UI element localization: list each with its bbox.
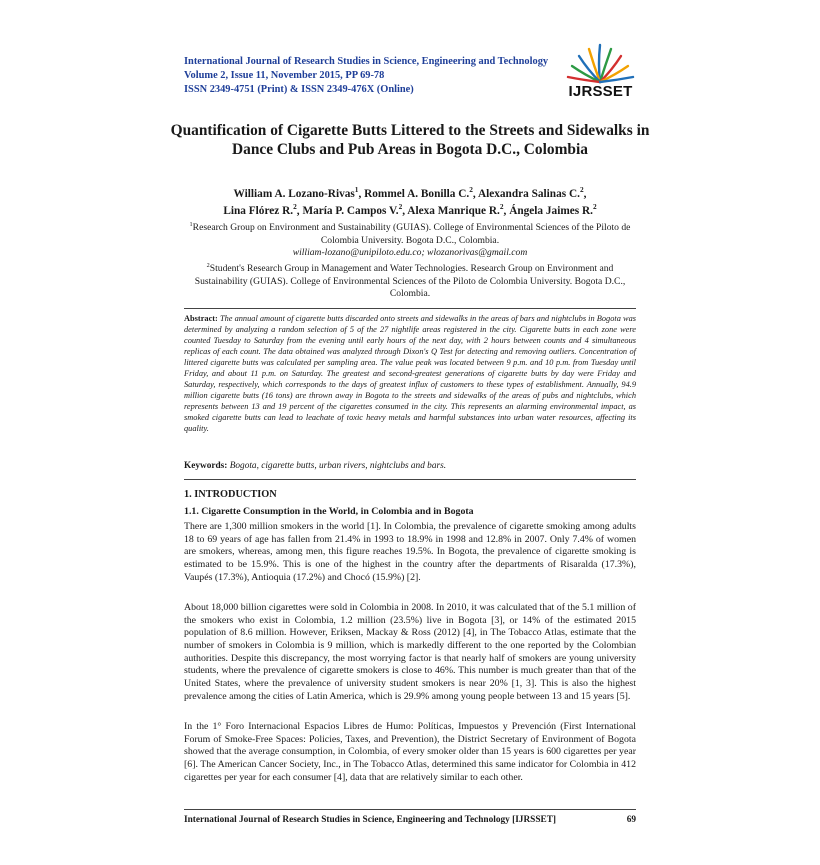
abstract-text: The annual amount of cigarette butts discarded onto streets and sidewalks in the areas of bars and nightclubs in Bogota was determined by analyzing a random selection of 5 of the 27 nightlife areas registered in the city. Cigarette butts in each zone were counted Tuesday to Saturday from the evening until early hours of the next day, with 2 hours between counts and 4 simultaneous replicas of each count. The data obtained was analyzed through Dixon's Q Test for detecting and removing outliers. Concentration of littered cigarette butts was calculated per sampling area. The value peak was located between 9 p.m. and 10 p.m. from Tuesday until Friday, and about 11 p.m. on Saturday. The greatest and second-greatest generations of cigarette butts by day were Friday and Saturday, respectively, which corresponds to the days of greatest influx of customers to these types of establishment. Annually, 94.9 million cigarette butts (16 tons) are thrown away in Bogota to the streets and sidewalks of the areas of pubs and nightclubs, which represents between 13 and 19 percent of the cigarettes consumed in the city. This represents an alarming environmental impact, as smoked cigarette butts can lead to leachate of toxic heavy metals and harmful substances into urban water resources, affecting its quality. bbox=[184, 314, 636, 433]
abstract-label: Abstract: bbox=[184, 314, 218, 323]
author-name: William A. Lozano-Rivas bbox=[233, 188, 355, 200]
body-paragraph: In the 1° Foro Internacional Espacios Libres de Humo: Políticas, Impuestos y Prevención (First International Forum of Smoke-Free Spaces: Policies, Taxes, and Prevention), the District Secretary of Environment of Bogota showed that the average consumption, in Colombia, of every smoker older than 15 years is 600 cigarettes per year [6]. The American Cancer Society, Inc., in The Tobacco Atlas, determined this same indicator for Colombia in 412 cigarettes per year for each consumer [4], data that are relatively similar to each other. bbox=[184, 721, 636, 783]
author-name: Alexandra Salinas C. bbox=[477, 188, 580, 200]
author-email: william-lozano@unipiloto.edu.co; wlozanorivas@gmail.com bbox=[292, 247, 528, 259]
body-paragraph: There are 1,300 million smokers in the world [1]. In Colombia, the prevalence of cigarette smoking among adults 18 to 69 years of age has fallen from 21.4% in 1993 to 18.9% in 1998 and 12.8% in 2007. Only 7.4% of women are smokers, whereas, among men, this figure reaches 19.5%. In Bogota, the prevalence of cigarette smoking is estimated to be 15.9%. This is one of the highest in the country after the departments of Risaralda (17.3%), Vaupés (17.3%), Antioquia (17.2%) and Chocó (15.9%) [2]. bbox=[184, 521, 636, 583]
paper-title: Quantification of Cigarette Butts Littered to the Streets and Sidewalks in Dance Clubs and Pub Areas in Bogota D.C., Colombia bbox=[170, 122, 650, 158]
author-affiliation-mark: 2 bbox=[469, 185, 473, 195]
affiliation-text: Student's Research Group in Management and Water Technologies. Research Group on Environment and Sustainability (GUIAS). College of Environmental Sciences of the Piloto de Colombia University. Bogota D.C., Colombia. bbox=[194, 263, 626, 300]
keywords-block bbox=[184, 460, 636, 472]
author-name: Lina Flórez R. bbox=[223, 204, 294, 217]
section-heading: 1. INTRODUCTION bbox=[184, 489, 277, 500]
author-name: Alexa Manrique R. bbox=[407, 204, 500, 217]
body-paragraph: About 18,000 billion cigarettes were sold in Colombia in 2008. In 2010, it was calculated that of the 5.1 million of the smokers who exist in Colombia, 1.2 million (23.5%) live in Bogota [3], or 14% of the estimated 2015 population of 8.6 million. However, Eriksen, Mackay & Ross (2012) [4], in The Tobacco Atlas, estimate that the number of smokers in Colombia is 9 million, which is markedly different to the one reported by the Colombian authorities. Despite this discrepancy, the most worrying factor is that nearly half of smokers are young university students, where the prevalence of cigarette smokers is close to 46%. This number is much greater than that of the United States, where the prevalence of university student smokers is near 20% [1, 3]. This is also the highest prevalence among the cities of Latin America, which is 29.9% among young people between 13 and 15 years [5]. bbox=[184, 602, 636, 702]
author-name: Rommel A. Bonilla C. bbox=[364, 188, 470, 200]
abstract-block bbox=[184, 314, 636, 434]
keywords-text: Bogota, cigarette butts, urban rivers, nightclubs and bars. bbox=[229, 461, 447, 471]
author-name: Ángela Jaimes R. bbox=[509, 204, 593, 217]
logo-text: IJRSSET bbox=[568, 83, 633, 100]
journal-logo bbox=[563, 42, 638, 100]
author-affiliation-mark: 2 bbox=[499, 201, 504, 211]
journal-issn: ISSN 2349-4751 (Print) & ISSN 2349-476X (Online) bbox=[184, 84, 414, 96]
author-affiliation-mark: 1 bbox=[354, 185, 359, 195]
affiliation-text: Research Group on Environment and Sustainability (GUIAS). College of Environmental Sciences of the Piloto de Colombia University. Bogota D.C., Colombia. bbox=[192, 222, 631, 246]
subsection-heading: 1.1. Cigarette Consumption in the World, in Colombia and in Bogota bbox=[184, 506, 474, 517]
footer-journal: International Journal of Research Studies in Science, Engineering and Technology [IJRSSET] bbox=[184, 815, 557, 825]
page-footer bbox=[184, 815, 636, 825]
abstract-top-rule bbox=[184, 308, 636, 309]
page-number: 69 bbox=[626, 815, 636, 825]
journal-header bbox=[184, 55, 548, 98]
journal-name: International Journal of Research Studies in Science, Engineering and Technology bbox=[184, 56, 549, 67]
author-affiliation-mark: 2 bbox=[398, 201, 403, 211]
journal-volume: Volume 2, Issue 11, November 2015, PP 69-78 bbox=[184, 70, 385, 82]
author-affiliation-mark: 2 bbox=[293, 201, 297, 211]
affiliation-1: $^1$Research Group on Environment and Sustainability (GUIAS). College of Environmental Sciences of the Piloto de Colombia University. Bogota D.C., Colombia. william-lozano@unipiloto.edu.co; wlozanorivas@gmail.com bbox=[189, 220, 631, 259]
author-list: William A. Lozano-Rivas$^1$, Rommel A. Bonilla C.$^2$, Alexandra Salinas C.$^2$, Lina Flórez R.$^2$, María P. Campos V.$^2$, Alexa Manrique R.$^2$, Ángela Jaimes R.$^2$ bbox=[223, 185, 597, 217]
sunburst-logo-icon bbox=[563, 42, 638, 84]
affiliation-2: $^2$Student's Research Group in Management and Water Technologies. Research Group on Environment and Sustainability (GUIAS). College of Environmental Sciences of the Piloto de Colombia University. Bogota D.C., Colombia. bbox=[194, 261, 626, 300]
author-affiliation-mark: 2 bbox=[579, 185, 584, 195]
footer-rule bbox=[184, 809, 636, 810]
keywords-label: Keywords: bbox=[184, 461, 228, 471]
author-name: María P. Campos V. bbox=[302, 204, 399, 217]
abstract-bottom-rule bbox=[184, 479, 636, 480]
author-affiliation-mark: 2 bbox=[592, 201, 597, 211]
